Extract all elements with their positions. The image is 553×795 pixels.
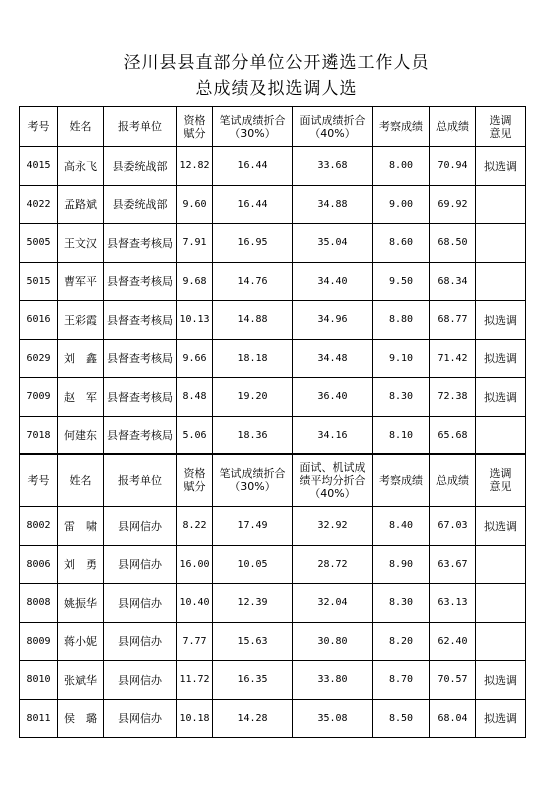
header-review-score: 考察成绩 <box>373 454 430 507</box>
cell-exam-no: 6016 <box>20 301 58 340</box>
cell-exam-no: 5005 <box>20 224 58 263</box>
cell-name: 蒋小妮 <box>58 622 104 661</box>
header-interview-score: 面试、机试成 绩平均分折合 （40%） <box>293 454 373 507</box>
header-total-score: 总成绩 <box>430 454 476 507</box>
cell-name: 刘 鑫 <box>58 339 104 378</box>
cell-total-score: 68.34 <box>430 262 476 301</box>
cell-total-score: 68.04 <box>430 699 476 738</box>
cell-review-score: 8.80 <box>373 301 430 340</box>
cell-unit: 县督查考核局 <box>104 301 177 340</box>
cell-interview-score: 33.80 <box>293 661 373 700</box>
cell-qualification: 10.40 <box>177 584 213 623</box>
cell-exam-no: 5015 <box>20 262 58 301</box>
cell-decision: 拟选调 <box>476 507 526 546</box>
cell-qualification: 8.22 <box>177 507 213 546</box>
cell-qualification: 12.82 <box>177 147 213 186</box>
table-row <box>20 699 526 738</box>
table-row <box>20 301 526 340</box>
cell-qualification: 5.06 <box>177 416 213 455</box>
table-row <box>20 416 526 455</box>
cell-qualification: 16.00 <box>177 545 213 584</box>
cell-written-score: 16.44 <box>213 185 293 224</box>
cell-qualification: 11.72 <box>177 661 213 700</box>
header-qualification: 资格 赋分 <box>177 454 213 507</box>
cell-written-score: 14.28 <box>213 699 293 738</box>
cell-review-score: 9.10 <box>373 339 430 378</box>
cell-interview-score: 28.72 <box>293 545 373 584</box>
cell-exam-no: 7009 <box>20 378 58 417</box>
cell-decision <box>476 224 526 263</box>
cell-unit: 县督查考核局 <box>104 378 177 417</box>
cell-name: 刘 勇 <box>58 545 104 584</box>
cell-name: 孟路斌 <box>58 185 104 224</box>
cell-review-score: 8.20 <box>373 622 430 661</box>
table-row <box>20 507 526 546</box>
cell-total-score: 69.92 <box>430 185 476 224</box>
cell-unit: 县委统战部 <box>104 185 177 224</box>
cell-decision <box>476 262 526 301</box>
cell-interview-score: 32.92 <box>293 507 373 546</box>
cell-decision: 拟选调 <box>476 339 526 378</box>
cell-unit: 县网信办 <box>104 584 177 623</box>
cell-name: 侯 璐 <box>58 699 104 738</box>
table-row <box>20 622 526 661</box>
cell-interview-score: 35.08 <box>293 699 373 738</box>
cell-decision <box>476 622 526 661</box>
cell-exam-no: 8009 <box>20 622 58 661</box>
cell-qualification: 9.68 <box>177 262 213 301</box>
cell-decision: 拟选调 <box>476 147 526 186</box>
header-decision: 选调 意见 <box>476 454 526 507</box>
cell-written-score: 16.95 <box>213 224 293 263</box>
cell-review-score: 8.50 <box>373 699 430 738</box>
cell-review-score: 8.60 <box>373 224 430 263</box>
cell-name: 高永飞 <box>58 147 104 186</box>
cell-unit: 县网信办 <box>104 507 177 546</box>
cell-interview-score: 34.88 <box>293 185 373 224</box>
cell-name: 雷 啸 <box>58 507 104 546</box>
cell-interview-score: 33.68 <box>293 147 373 186</box>
cell-review-score: 8.00 <box>373 147 430 186</box>
cell-total-score: 71.42 <box>430 339 476 378</box>
cell-written-score: 14.88 <box>213 301 293 340</box>
cell-written-score: 17.49 <box>213 507 293 546</box>
cell-qualification: 10.13 <box>177 301 213 340</box>
cell-name: 赵 军 <box>58 378 104 417</box>
cell-unit: 县网信办 <box>104 661 177 700</box>
document-title: 泾川县县直部分单位公开遴选工作人员 <box>123 53 430 73</box>
cell-unit: 县督查考核局 <box>104 416 177 455</box>
cell-decision: 拟选调 <box>476 378 526 417</box>
cell-total-score: 62.40 <box>430 622 476 661</box>
cell-total-score: 67.03 <box>430 507 476 546</box>
cell-written-score: 18.36 <box>213 416 293 455</box>
cell-total-score: 63.67 <box>430 545 476 584</box>
header-no: 考号 <box>20 107 58 147</box>
cell-qualification: 7.77 <box>177 622 213 661</box>
cell-name: 张斌华 <box>58 661 104 700</box>
cell-unit: 县督查考核局 <box>104 224 177 263</box>
cell-written-score: 15.63 <box>213 622 293 661</box>
cell-qualification: 9.66 <box>177 339 213 378</box>
cell-exam-no: 6029 <box>20 339 58 378</box>
cell-decision <box>476 545 526 584</box>
table-row <box>20 185 526 224</box>
cell-unit: 县网信办 <box>104 545 177 584</box>
header-name: 姓名 <box>58 107 104 147</box>
cell-name: 曹军平 <box>58 262 104 301</box>
cell-qualification: 8.48 <box>177 378 213 417</box>
cell-written-score: 16.44 <box>213 147 293 186</box>
table-row <box>20 584 526 623</box>
cell-total-score: 68.77 <box>430 301 476 340</box>
cell-exam-no: 8002 <box>20 507 58 546</box>
cell-interview-score: 34.48 <box>293 339 373 378</box>
cell-decision: 拟选调 <box>476 301 526 340</box>
cell-written-score: 16.35 <box>213 661 293 700</box>
cell-unit: 县督查考核局 <box>104 339 177 378</box>
header-unit: 报考单位 <box>104 107 177 147</box>
header-interview-score: 面试成绩折合 （40%） <box>293 107 373 147</box>
cell-exam-no: 4015 <box>20 147 58 186</box>
cell-exam-no: 8008 <box>20 584 58 623</box>
cell-exam-no: 7018 <box>20 416 58 455</box>
cell-written-score: 18.18 <box>213 339 293 378</box>
cell-interview-score: 34.16 <box>293 416 373 455</box>
table-row <box>20 262 526 301</box>
table-row <box>20 147 526 186</box>
cell-total-score: 65.68 <box>430 416 476 455</box>
cell-name: 何建东 <box>58 416 104 455</box>
score-table-1 <box>19 106 526 455</box>
cell-interview-score: 32.04 <box>293 584 373 623</box>
cell-exam-no: 8010 <box>20 661 58 700</box>
cell-written-score: 12.39 <box>213 584 293 623</box>
cell-exam-no: 8006 <box>20 545 58 584</box>
cell-interview-score: 34.96 <box>293 301 373 340</box>
cell-decision: 拟选调 <box>476 661 526 700</box>
cell-total-score: 72.38 <box>430 378 476 417</box>
cell-review-score: 8.30 <box>373 584 430 623</box>
header-review-score: 考察成绩 <box>373 107 430 147</box>
cell-total-score: 70.94 <box>430 147 476 186</box>
cell-review-score: 8.70 <box>373 661 430 700</box>
cell-interview-score: 30.80 <box>293 622 373 661</box>
cell-written-score: 14.76 <box>213 262 293 301</box>
table-row <box>20 545 526 584</box>
cell-decision <box>476 416 526 455</box>
cell-unit: 县网信办 <box>104 699 177 738</box>
table-row <box>20 661 526 700</box>
cell-qualification: 7.91 <box>177 224 213 263</box>
table-header-row <box>20 107 526 147</box>
header-name: 姓名 <box>58 454 104 507</box>
cell-unit: 县网信办 <box>104 622 177 661</box>
cell-total-score: 70.57 <box>430 661 476 700</box>
table-row <box>20 339 526 378</box>
header-no: 考号 <box>20 454 58 507</box>
cell-total-score: 68.50 <box>430 224 476 263</box>
score-table-2 <box>19 453 526 738</box>
cell-decision: 拟选调 <box>476 699 526 738</box>
cell-unit: 县督查考核局 <box>104 262 177 301</box>
header-qualification: 资格 赋分 <box>177 107 213 147</box>
cell-interview-score: 36.40 <box>293 378 373 417</box>
cell-written-score: 10.05 <box>213 545 293 584</box>
cell-review-score: 8.10 <box>373 416 430 455</box>
cell-review-score: 8.40 <box>373 507 430 546</box>
cell-name: 王彩霞 <box>58 301 104 340</box>
cell-review-score: 8.90 <box>373 545 430 584</box>
cell-exam-no: 8011 <box>20 699 58 738</box>
document-subtitle: 总成绩及拟选调人选 <box>195 79 358 99</box>
cell-qualification: 9.60 <box>177 185 213 224</box>
cell-review-score: 8.30 <box>373 378 430 417</box>
cell-unit: 县委统战部 <box>104 147 177 186</box>
header-total-score: 总成绩 <box>430 107 476 147</box>
cell-decision <box>476 185 526 224</box>
cell-review-score: 9.50 <box>373 262 430 301</box>
cell-review-score: 9.00 <box>373 185 430 224</box>
cell-name: 姚振华 <box>58 584 104 623</box>
cell-name: 王文汉 <box>58 224 104 263</box>
cell-interview-score: 35.04 <box>293 224 373 263</box>
cell-exam-no: 4022 <box>20 185 58 224</box>
cell-written-score: 19.20 <box>213 378 293 417</box>
header-written-score: 笔试成绩折合 （30%） <box>213 454 293 507</box>
header-written-score: 笔试成绩折合 （30%） <box>213 107 293 147</box>
table-row <box>20 224 526 263</box>
table-row <box>20 378 526 417</box>
header-unit: 报考单位 <box>104 454 177 507</box>
header-decision: 选调 意见 <box>476 107 526 147</box>
cell-decision <box>476 584 526 623</box>
cell-interview-score: 34.40 <box>293 262 373 301</box>
cell-total-score: 63.13 <box>430 584 476 623</box>
table-header-row <box>20 454 526 507</box>
cell-qualification: 10.18 <box>177 699 213 738</box>
